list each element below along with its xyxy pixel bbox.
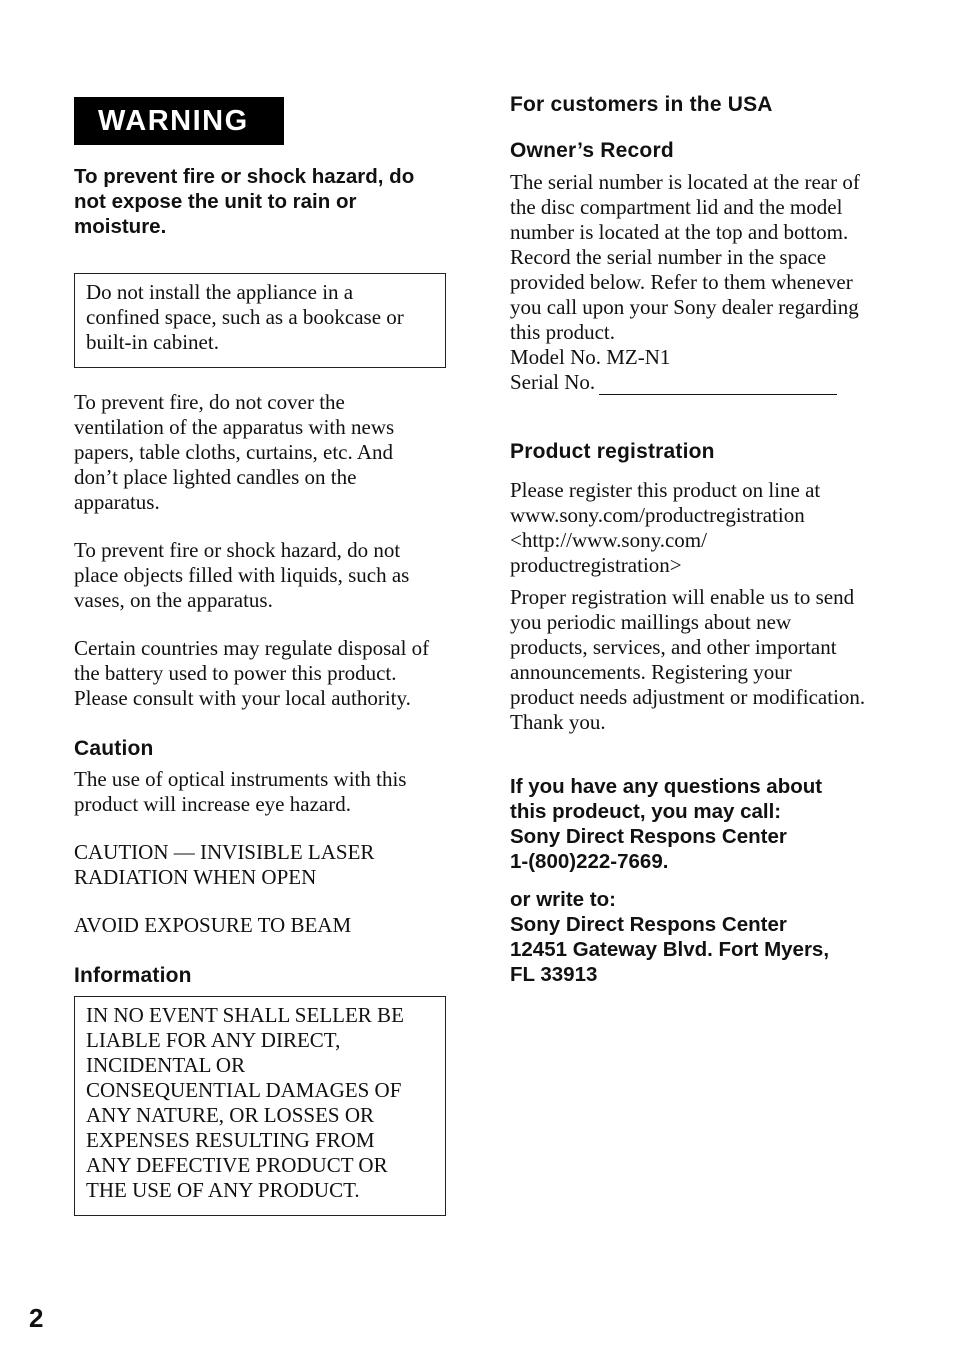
call-contact-text: If you have any questions about this prodeuct, you may call: Sony Direct Respons Center 1-(800)222-7669. (510, 775, 823, 873)
caution-heading: Caution (74, 737, 154, 760)
serial-number-label: Serial No. (510, 370, 596, 394)
liability-text: IN NO EVENT SHALL SELLER BE LIABLE FOR ANY DIRECT, INCIDENTAL OR CONSEQUENTIAL DAMAGES OF ANY NATURE, OR LOSSES OR EXPENSES RESULTING FROM ANY DEFECTIVE PRODUCT OR THE USE OF ANY PRODUCT. (86, 1003, 404, 1202)
owners-record-heading: Owner’s Record (510, 139, 674, 162)
right-column (510, 92, 895, 987)
fire-ventilation-paragraph: To prevent fire, do not cover the ventilation of the apparatus with news papers, table cloths, curtains, etc. And don’t place lighted candles on the apparatus. (74, 390, 395, 514)
write-contact-text: or write to: Sony Direct Respons Center 12451 Gateway Blvd. Fort Myers, FL 33913 (510, 888, 830, 986)
liquids-paragraph: To prevent fire or shock hazard, do not place objects filled with liquids, such as vases, on the apparatus. (74, 538, 410, 612)
page-number: 2 (29, 1303, 44, 1333)
registration-text: Please register this product on line at www.sony.com/productregistration <http://www.sony.com/ productregistration> (510, 478, 821, 577)
owners-record-text: The serial number is located at the rear of the disc compartment lid and the model number is located at the top and bottom. Record the serial number in the space provided below. Refer to them whenever you call upon your Sony dealer regarding this product. (510, 170, 860, 344)
model-number: Model No. MZ-N1 (510, 345, 671, 369)
left-column (74, 97, 446, 1216)
product-registration-heading: Product registration (510, 440, 715, 463)
serial-number-row (510, 370, 895, 395)
avoid-exposure-text: AVOID EXPOSURE TO BEAM (74, 913, 352, 937)
registration-benefits-text: Proper registration will enable us to send you periodic maillings about new products, services, and other important announcements. Registering your product needs adjustment or modification. Thank you. (510, 585, 866, 734)
information-heading: Information (74, 964, 192, 987)
warning-badge: WARNING (74, 97, 284, 145)
warning-lead: To prevent fire or shock hazard, do not expose the unit to rain or moisture. (74, 165, 415, 238)
installation-notice-text: Do not install the appliance in a confined space, such as a bookcase or built-in cabinet. (86, 280, 404, 354)
serial-number-blank-line (599, 374, 837, 395)
laser-caution-text: CAUTION — INVISIBLE LASER RADIATION WHEN OPEN (74, 840, 375, 889)
battery-disposal-paragraph: Certain countries may regulate disposal of the battery used to power this product. Please consult with your local authority. (74, 636, 430, 710)
caution-text: The use of optical instruments with this product will increase eye hazard. (74, 767, 407, 816)
usa-heading: For customers in the USA (510, 93, 773, 116)
installation-notice-box (74, 273, 446, 368)
liability-box (74, 996, 446, 1216)
